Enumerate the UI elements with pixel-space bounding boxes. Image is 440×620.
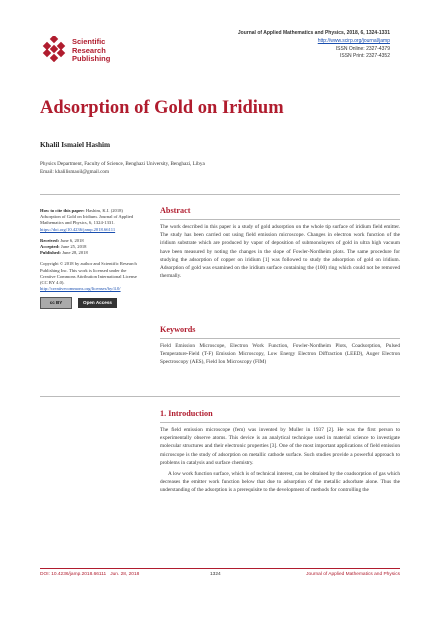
cite-label: How to cite this paper:: [40, 208, 85, 213]
cc-by-badge[interactable]: cc BY: [40, 297, 72, 309]
received-date: June 6, 2018: [60, 237, 84, 243]
author-email: Email: khalilismaoil@gmail.com: [40, 169, 110, 175]
footer-journal: Journal of Applied Mathematics and Physics: [306, 572, 400, 577]
citation-block: [40, 208, 143, 233]
body-divider: [40, 396, 400, 397]
intro-paragraph-1: The field emission microscope (fem) was invented by Muller in 1937 [2]. He was the first person to experimentally observe atoms. This device is an analytical technique used in material science to investigate molecular structures and their electronic properties [3]. One of the most important applications of field emission microscope is the study of adsorption on metallic cathode surface. Such studies provide a powerful approach to problems in catalysis and surface chemistry.: [160, 427, 400, 466]
received-label: Received:: [40, 237, 60, 243]
keywords-heading: Keywords: [160, 325, 196, 334]
issn-print: ISSN Print: 2327-4352: [339, 53, 390, 60]
abstract-divider: [160, 219, 400, 220]
cite-text: Hashim, K.I. (2018) Adsorption of Gold on Iridium. Journal of Applied Mathematics and Physics, 6, 1324-1331.: [40, 208, 134, 226]
page-number: 1324: [210, 572, 221, 577]
copyright-text: Copyright © 2018 by author and Scientific Research Publishing Inc. This work is licensed under the Creative Commons Attribution International License (CC BY 4.0).: [40, 261, 137, 286]
keywords-divider: [160, 338, 400, 339]
introduction-divider: [160, 422, 400, 423]
issn-online: ISSN Online: 2327-4379: [335, 45, 390, 52]
license-link[interactable]: http://creativecommons.org/licenses/by/4.0/: [40, 286, 121, 292]
header-divider: [40, 194, 400, 195]
footer-doi-text: DOI: 10.4236/jamp.2018.66111: [40, 572, 107, 577]
published-label: Published:: [40, 250, 61, 256]
journal-url-link[interactable]: http://www.scirp.org/journal/jamp: [317, 37, 390, 44]
keywords-section: [160, 325, 400, 367]
cite-doi-link[interactable]: https://doi.org/10.4236/jamp.2018.66111: [40, 226, 116, 232]
accepted-label: Accepted:: [40, 244, 60, 250]
article-sidebar: [40, 208, 143, 309]
footer-doi: [40, 572, 139, 577]
journal-citation: Journal of Applied Mathematics and Physics, 2018, 6, 1324-1331: [237, 30, 390, 36]
keywords-text: Field Emission Microscope, Electron Work Function, Fowler-Nordheim Plots, Coadsorption, Pulsed Temperature-Field (T-F) Emission Microscopy, Low Energy Electron Diffraction (LEED), Auger Electron Spectroscopy (AES), Field Ion Microscopy (FIM): [160, 343, 400, 366]
publisher-name: Scientific Research Publishing: [72, 37, 111, 63]
abstract-section: [160, 206, 400, 280]
affiliation: [40, 160, 205, 176]
scirp-logo-icon: [42, 36, 66, 62]
introduction-section: [160, 409, 400, 495]
journal-info: [238, 30, 390, 61]
accepted-date: June 25, 2018: [60, 244, 87, 250]
intro-paragraph-2: A low work function surface, which is of technical interest, can be obtained by the coadsorption of gas which decreases the emitter work function below that due to adsorption of the metallic adsorbate alone. Thus the understanding of the adsorption is a prerequisite to the development of methods for controlling the: [160, 471, 400, 494]
affiliation-text: Physics Department, Faculty of Science, Benghazi University, Benghazi, Libya: [40, 161, 205, 167]
published-date: June 28, 2018: [62, 250, 88, 256]
paper-title: Adsorption of Gold on Iridium: [40, 98, 284, 118]
license-badges: [40, 297, 143, 309]
author-name: Khalil Ismaiel Hashim: [40, 140, 111, 149]
dates-block: [40, 238, 143, 257]
footer-divider: [40, 568, 400, 569]
footer-date: Jun. 28, 2018: [110, 572, 140, 577]
open-access-badge: Open Access: [78, 298, 117, 308]
copyright-block: [40, 261, 143, 292]
abstract-text: The work described in this paper is a study of gold adsorption on the whole tip surface of iridium field emitter. The study has been carried out using field emission microscope. Changes in electron work function of the iridium substrate which are produced by vapor of deposition of submonolayers of gold in ultra high vacuum have been measured by noting the changes in the slope of Fowler-Nordheim plots. The same procedure for studying the adsorption of copper on iridium [1] was followed to study the adsorption of gold on iridium. Adsorption of gold was examined on the iridium surface containing the (100) ring which could not be removed thermally.: [160, 224, 400, 280]
introduction-heading: 1. Introduction: [160, 409, 213, 418]
abstract-heading: Abstract: [160, 206, 191, 215]
